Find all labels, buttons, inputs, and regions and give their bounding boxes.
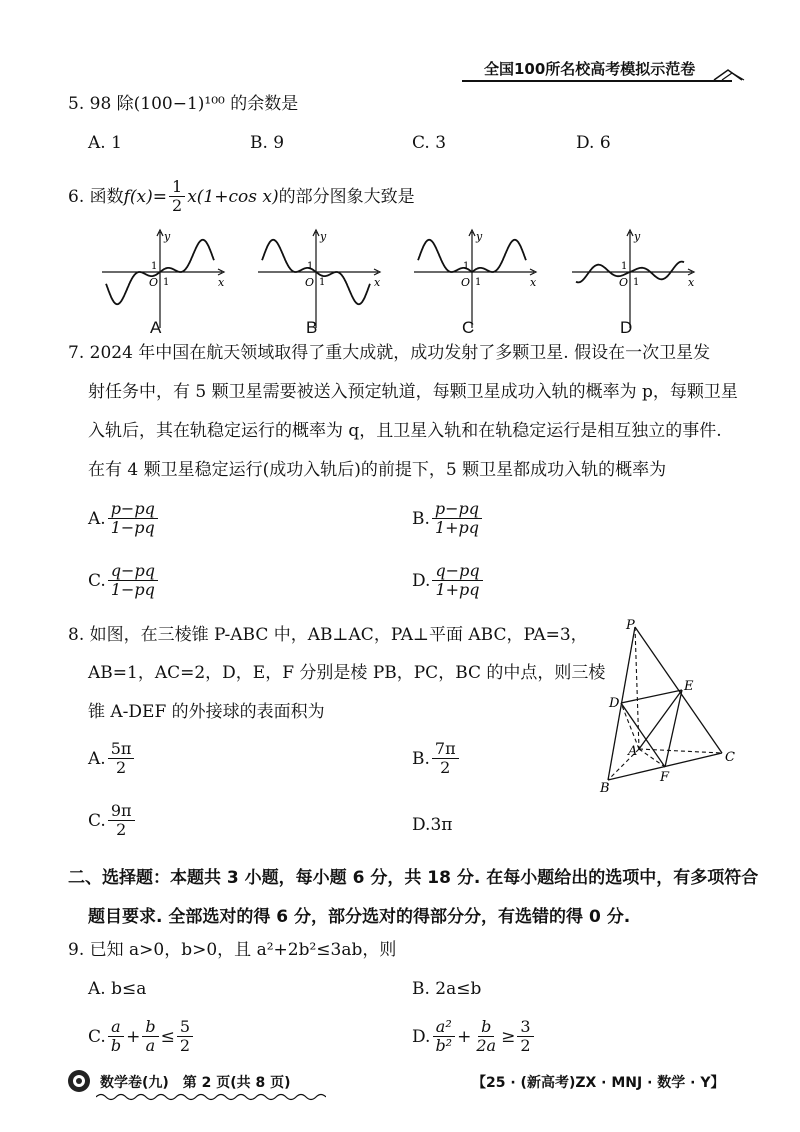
q7-option-b-letter: B. bbox=[412, 508, 430, 529]
graph-c bbox=[414, 228, 544, 340]
q6-func-lhs: f(x)= bbox=[123, 186, 168, 207]
fig-label-c: C bbox=[725, 750, 735, 765]
q7-option-a bbox=[88, 500, 160, 537]
tick-label-y: 1 bbox=[463, 261, 470, 272]
q7-option-b-num: p−pq bbox=[432, 500, 482, 519]
q7-option-a-letter: A. bbox=[88, 508, 106, 529]
q7-option-a-num: p−pq bbox=[108, 500, 158, 519]
q7-option-b bbox=[412, 500, 484, 537]
q8-option-c-letter: C. bbox=[88, 810, 106, 831]
q7-stem-line-2: 射任务中，有 5 颗卫星需要被送入预定轨道，每颗卫星成功入轨的概率为 p，每颗卫星 bbox=[88, 382, 738, 402]
axis-y-label: y bbox=[634, 230, 641, 243]
fig-label-p: P bbox=[626, 618, 635, 633]
q9-d-f3-den: 2 bbox=[520, 1036, 531, 1055]
q8-stem-line-2: AB=1，AC=2，D，E，F 分别是棱 PB，PC，BC 的中点，则三棱 bbox=[88, 663, 606, 683]
q7-option-c-den: 1−pq bbox=[110, 580, 155, 599]
q9-c-rel: ≤ bbox=[160, 1026, 175, 1047]
q9-c-f1-num: a bbox=[108, 1018, 124, 1037]
q9-c-f3-num: 5 bbox=[177, 1018, 193, 1037]
tick-label-y: 1 bbox=[307, 261, 314, 272]
graph-option-label-d: D bbox=[620, 318, 633, 337]
q6-func-rhs: x(1+cos x) bbox=[187, 186, 279, 207]
q5-option-a: A. 1 bbox=[88, 133, 122, 153]
q9-option-a: A. b≤a bbox=[88, 979, 147, 999]
q5-option-d: D. 6 bbox=[576, 133, 611, 153]
q9-c-f2-den: a bbox=[145, 1036, 156, 1055]
q8-option-c-num: 9π bbox=[108, 802, 135, 821]
q8-option-d-letter: D. bbox=[412, 815, 431, 835]
tick-label-y: 1 bbox=[151, 261, 158, 272]
q9-stem: 9. 已知 a>0，b>0，且 a²+2b²≤3ab，则 bbox=[68, 940, 397, 960]
q6-half-fraction bbox=[169, 178, 185, 215]
page-header bbox=[462, 56, 762, 84]
q8-option-b-num: 7π bbox=[432, 740, 459, 759]
q9-c-f3-den: 2 bbox=[179, 1036, 190, 1055]
q5-option-b: B. 9 bbox=[250, 133, 285, 153]
q7-option-d bbox=[412, 562, 485, 599]
q9-c-f1-den: b bbox=[110, 1036, 122, 1055]
fig-label-a: A bbox=[628, 744, 638, 759]
footer-right-text: 【25 · (新高考)ZX · MNJ · 数学 · Y】 bbox=[472, 1075, 725, 1091]
q9-option-c-letter: C. bbox=[88, 1026, 106, 1047]
q7-option-c-num: q−pq bbox=[108, 562, 158, 581]
graph-b bbox=[258, 228, 388, 340]
q5-stem: 5. 98 除(100−1)¹⁰⁰ 的余数是 bbox=[68, 94, 299, 114]
q9-c-plus: + bbox=[126, 1026, 141, 1047]
q9-option-b: B. 2a≤b bbox=[412, 979, 482, 999]
q8-option-b bbox=[412, 740, 461, 777]
q9-d-f3-num: 3 bbox=[517, 1018, 533, 1037]
graph-option-label-b: B bbox=[306, 318, 318, 337]
footer-wave-underline bbox=[96, 1092, 326, 1102]
fig-label-f: F bbox=[660, 770, 670, 785]
axis-y-label: y bbox=[320, 230, 327, 243]
q6-half-den: 2 bbox=[172, 196, 183, 215]
q7-option-b-den: 1+pq bbox=[434, 518, 480, 537]
tick-label-x: 1 bbox=[163, 277, 170, 288]
q8-option-b-letter: B. bbox=[412, 748, 430, 769]
section-2-heading-line-2: 题目要求. 全部选对的得 6 分，部分选对的得部分分，有选错的得 0 分. bbox=[88, 907, 631, 927]
q7-option-d-letter: D. bbox=[412, 570, 431, 591]
axis-y-label: y bbox=[476, 230, 483, 243]
series-title: 全国100所名校高考模拟示范卷 bbox=[484, 60, 696, 78]
fig-label-b: B bbox=[600, 781, 610, 795]
q8-tetrahedron-figure bbox=[592, 615, 752, 795]
origin-label: O bbox=[461, 276, 471, 289]
origin-label: O bbox=[149, 276, 159, 289]
axis-y-label: y bbox=[164, 230, 171, 243]
q8-stem-line-1: 8. 如图，在三棱锥 P-ABC 中，AB⊥AC，PA⊥平面 ABC，PA=3， bbox=[68, 625, 588, 645]
q7-stem-line-4: 在有 4 颗卫星稳定运行(成功入轨后)的前提下，5 颗卫星都成功入轨的概率为 bbox=[88, 460, 667, 480]
q8-option-a-den: 2 bbox=[115, 758, 127, 777]
q7-option-d-den: 1+pq bbox=[435, 580, 480, 599]
graph-a bbox=[102, 228, 232, 340]
axis-x-label: x bbox=[530, 276, 537, 289]
origin-label: O bbox=[305, 276, 315, 289]
q8-stem-line-3: 锥 A-DEF 的外接球的表面积为 bbox=[88, 702, 325, 722]
q9-d-f1-num: a² bbox=[433, 1018, 455, 1037]
fig-label-e: E bbox=[684, 679, 694, 694]
q7-option-a-den: 1−pq bbox=[110, 518, 155, 537]
q7-option-d-num: q−pq bbox=[432, 562, 482, 581]
q6-stem-suffix: 的部分图象大致是 bbox=[278, 186, 415, 207]
q8-option-d-text: 3π bbox=[430, 815, 453, 835]
q8-option-a-num: 5π bbox=[108, 740, 135, 759]
footer-left-text: 数学卷(九) 第 2 页(共 8 页) bbox=[100, 1075, 291, 1091]
header-rule bbox=[462, 80, 732, 82]
q9-d-plus: + bbox=[457, 1026, 472, 1047]
q9-d-f2-num: b bbox=[478, 1018, 494, 1037]
tick-label-y: 1 bbox=[621, 261, 628, 272]
q7-option-c bbox=[88, 562, 160, 599]
q8-option-a bbox=[88, 740, 136, 777]
q9-option-d-letter: D. bbox=[412, 1026, 431, 1047]
footer-logo-icon bbox=[66, 1068, 92, 1094]
q9-d-rel: ≥ bbox=[501, 1026, 516, 1047]
q8-option-d bbox=[412, 814, 452, 836]
q8-option-b-den: 2 bbox=[440, 758, 451, 777]
q8-option-c bbox=[88, 802, 137, 839]
axis-x-label: x bbox=[688, 276, 695, 289]
q6-stem bbox=[68, 178, 415, 215]
q9-c-f2-num: b bbox=[142, 1018, 158, 1037]
fig-label-d: D bbox=[609, 696, 620, 711]
axis-x-label: x bbox=[218, 276, 225, 289]
q9-d-f1-den: b² bbox=[435, 1036, 453, 1055]
tick-label-x: 1 bbox=[633, 277, 640, 288]
graph-option-label-c: C bbox=[462, 318, 475, 337]
tick-label-x: 1 bbox=[319, 277, 326, 288]
q7-stem-line-3: 入轨后，其在轨稳定运行的概率为 q，且卫星入轨和在轨稳定运行是相互独立的事件. bbox=[88, 421, 722, 441]
graph-option-label-a: A bbox=[150, 318, 162, 337]
q9-d-f2-den: 2a bbox=[476, 1036, 497, 1055]
q8-option-a-letter: A. bbox=[88, 748, 106, 769]
q7-stem-line-1: 7. 2024 年中国在航天领域取得了重大成就，成功发射了多颗卫星. 假设在一次卫星发 bbox=[68, 343, 711, 363]
q6-half-num: 1 bbox=[169, 178, 185, 197]
origin-label: O bbox=[619, 276, 629, 289]
q5-option-c: C. 3 bbox=[412, 133, 447, 153]
q9-option-d bbox=[412, 1018, 536, 1055]
q7-option-c-letter: C. bbox=[88, 570, 106, 591]
tick-label-x: 1 bbox=[475, 277, 482, 288]
q6-stem-prefix: 6. 函数 bbox=[68, 186, 124, 207]
section-2-heading-line-1: 二、选择题：本题共 3 小题，每小题 6 分，共 18 分. 在每小题给出的选项中，有多项符合 bbox=[68, 868, 759, 888]
q8-option-c-den: 2 bbox=[116, 820, 127, 839]
graph-d bbox=[572, 228, 702, 340]
q9-option-c bbox=[88, 1018, 195, 1055]
axis-x-label: x bbox=[374, 276, 381, 289]
header-ornament-icon bbox=[712, 60, 752, 84]
